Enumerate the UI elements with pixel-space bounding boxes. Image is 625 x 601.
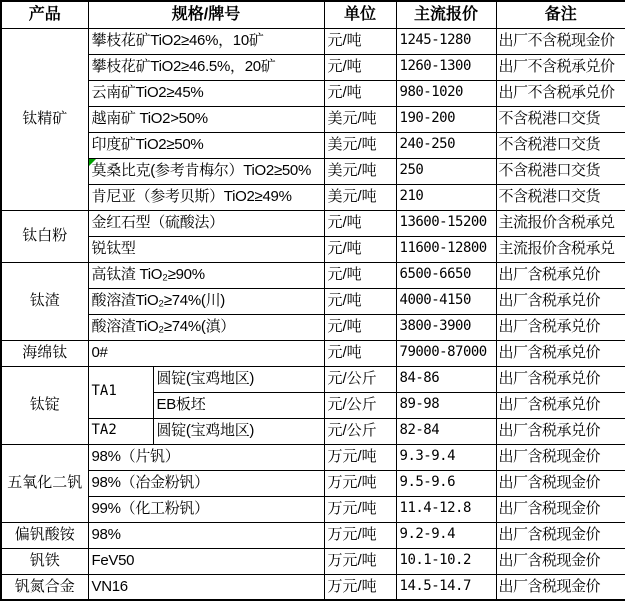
note-cell (496, 28, 625, 54)
note-cell-text: 不含税港口交货 (498, 161, 601, 179)
note-cell-text: 出厂含税现金价 (498, 525, 601, 543)
product-cell (1, 262, 88, 340)
unit-cell-text: 美元/吨 (327, 187, 377, 205)
unit-cell (324, 366, 396, 392)
spec-cell-text: 99%（化工粉钒） (91, 499, 209, 517)
product-cell (1, 444, 88, 522)
note-cell (496, 392, 625, 418)
unit-cell (324, 314, 396, 340)
spec-cell-text: 攀枝花矿TiO2≥46.5%，20矿 (91, 57, 276, 75)
note-cell-text: 出厂含税承兑价 (498, 265, 601, 283)
spec-cell (88, 184, 324, 210)
unit-cell-text: 美元/吨 (327, 161, 377, 179)
unit-cell (324, 236, 396, 262)
table-row (1, 470, 625, 496)
note-cell (496, 522, 625, 548)
table-row (1, 366, 625, 392)
note-cell-text: 出厂不含税承兑价 (498, 83, 615, 101)
unit-cell-text: 元/吨 (327, 265, 362, 283)
price-cell (396, 28, 496, 54)
unit-cell-text: 元/吨 (327, 239, 362, 257)
note-cell (496, 470, 625, 496)
spec-cell (88, 548, 324, 574)
price-cell-text: 6500-6650 (399, 266, 471, 283)
unit-cell (324, 184, 396, 210)
unit-cell (324, 262, 396, 288)
price-cell-text: 89-98 (399, 396, 440, 413)
spec-cell (88, 288, 324, 314)
unit-cell-text: 元/公斤 (327, 395, 377, 413)
unit-cell-text: 万元/吨 (327, 577, 377, 595)
unit-cell (324, 418, 396, 444)
price-cell (396, 522, 496, 548)
note-cell (496, 340, 625, 366)
spec-cell (88, 54, 324, 80)
note-cell-text: 出厂含税现金价 (498, 447, 601, 465)
price-cell (396, 80, 496, 106)
spec-cell-text: 攀枝花矿TiO2≥46%，10矿 (91, 31, 264, 49)
note-cell (496, 418, 625, 444)
table-row (1, 574, 625, 600)
spec-cell (88, 236, 324, 262)
col-header-product: 产品 (1, 1, 88, 28)
table-row (1, 496, 625, 522)
price-cell (396, 106, 496, 132)
table-row (1, 54, 625, 80)
unit-cell (324, 548, 396, 574)
product-cell-text: 钛白粉 (22, 226, 68, 244)
unit-cell (324, 106, 396, 132)
price-cell (396, 418, 496, 444)
spec-cell (88, 522, 324, 548)
note-cell-text: 出厂含税承兑价 (498, 369, 601, 387)
note-cell (496, 236, 625, 262)
grade-cell (88, 418, 153, 444)
spec-cell-text: 印度矿TiO2≥50% (91, 135, 204, 153)
price-cell-text: 9.2-9.4 (399, 526, 456, 543)
unit-cell-text: 元/吨 (327, 291, 362, 309)
unit-cell-text: 万元/吨 (327, 525, 377, 543)
note-cell-text: 出厂不含税现金价 (498, 31, 615, 49)
note-cell-text: 主流报价含税承兑 (498, 239, 615, 257)
unit-cell-text: 元/吨 (327, 213, 362, 231)
note-cell (496, 106, 625, 132)
spec-cell-text: FeV50 (91, 551, 135, 569)
note-cell-text: 出厂含税现金价 (498, 551, 601, 569)
price-cell-text: 4000-4150 (399, 292, 471, 309)
product-cell-text: 钛渣 (29, 291, 60, 309)
note-cell-text: 出厂不含税承兑价 (498, 57, 615, 75)
table-row (1, 132, 625, 158)
note-cell (496, 158, 625, 184)
table-row (1, 522, 625, 548)
product-cell (1, 340, 88, 366)
product-cell-text: 五氧化二钒 (7, 473, 83, 491)
price-cell (396, 574, 496, 600)
product-cell (1, 366, 88, 444)
price-cell-text: 11.4-12.8 (399, 500, 471, 517)
spec-cell-text: 98%（冶金粉钒） (91, 473, 209, 491)
spec-cell-text: 酸溶渣TiO₂≥74%(川) (91, 291, 225, 309)
product-cell-text: 海绵钛 (22, 343, 68, 361)
spec-cell-text: 高钛渣 TiO₂≥90% (91, 265, 205, 283)
unit-cell (324, 80, 396, 106)
price-cell-text: 82-84 (399, 422, 440, 439)
unit-cell (324, 340, 396, 366)
spec-cell-text: 0# (91, 343, 108, 361)
product-cell-text: 钒氮合金 (14, 577, 75, 595)
unit-cell-text: 元/吨 (327, 317, 362, 335)
col-header-spec: 规格/牌号 (88, 1, 324, 28)
note-cell-text: 出厂含税承兑价 (498, 343, 601, 361)
spec-cell-text: 莫桑比克(参考肯梅尔）TiO2≥50% (91, 161, 311, 179)
price-cell (396, 262, 496, 288)
spec-cell-text: 酸溶渣TiO₂≥74%(滇） (91, 317, 235, 335)
table-row (1, 184, 625, 210)
unit-cell (324, 392, 396, 418)
note-cell-text: 出厂含税现金价 (498, 577, 601, 595)
unit-cell (324, 132, 396, 158)
note-cell (496, 210, 625, 236)
grade-cell (88, 366, 153, 418)
spec-cell (88, 80, 324, 106)
product-cell (1, 574, 88, 600)
spec-cell-text: 越南矿 TiO2>50% (91, 109, 208, 127)
price-cell (396, 210, 496, 236)
unit-cell (324, 574, 396, 600)
col-header-unit: 单位 (324, 1, 396, 28)
price-cell-text: 1245-1280 (399, 32, 471, 49)
unit-cell (324, 28, 396, 54)
price-cell-text: 1260-1300 (399, 58, 471, 75)
table-row (1, 548, 625, 574)
spec-cell (153, 418, 324, 444)
note-cell-text: 不含税港口交货 (498, 135, 601, 153)
note-cell (496, 80, 625, 106)
unit-cell-text: 元/公斤 (327, 369, 377, 387)
spec-cell-text: 圆锭(宝鸡地区) (156, 421, 255, 439)
spec-cell-text: EB板坯 (156, 395, 206, 413)
col-header-note: 备注 (496, 1, 625, 28)
table-body (1, 28, 625, 600)
product-cell (1, 28, 88, 210)
note-cell-text: 出厂含税承兑价 (498, 421, 601, 439)
table-row (1, 340, 625, 366)
note-cell-text: 出厂含税承兑价 (498, 291, 601, 309)
price-cell (396, 444, 496, 470)
grade-cell-text: TA2 (91, 422, 117, 439)
spec-cell (88, 314, 324, 340)
price-cell (396, 288, 496, 314)
unit-cell (324, 288, 396, 314)
price-cell-text: 79000-87000 (399, 344, 487, 361)
table-row (1, 28, 625, 54)
unit-cell-text: 美元/吨 (327, 135, 377, 153)
price-cell-text: 3800-3900 (399, 318, 471, 335)
grade-cell-text: TA1 (91, 383, 117, 400)
product-cell-text: 钛锭 (29, 395, 60, 413)
unit-cell (324, 158, 396, 184)
price-cell-text: 250 (399, 162, 424, 179)
unit-cell (324, 496, 396, 522)
price-cell (396, 184, 496, 210)
unit-cell-text: 元/吨 (327, 83, 362, 101)
price-cell-text: 10.1-10.2 (399, 552, 471, 569)
spec-cell (88, 496, 324, 522)
price-cell-text: 11600-12800 (399, 240, 487, 257)
note-cell (496, 574, 625, 600)
price-cell-text: 210 (399, 188, 424, 205)
table-row (1, 80, 625, 106)
note-cell-text: 主流报价含税承兑 (498, 213, 615, 231)
unit-cell-text: 万元/吨 (327, 551, 377, 569)
table-row (1, 262, 625, 288)
price-cell (396, 158, 496, 184)
product-cell (1, 522, 88, 548)
spec-cell-text: 98% (91, 525, 121, 543)
price-cell (396, 548, 496, 574)
note-cell (496, 132, 625, 158)
table-row (1, 314, 625, 340)
spec-cell-text: VN16 (91, 577, 128, 595)
spec-cell (88, 106, 324, 132)
note-cell-text: 出厂含税现金价 (498, 473, 601, 491)
spec-cell (88, 132, 324, 158)
spec-cell (88, 28, 324, 54)
product-cell (1, 210, 88, 262)
unit-cell (324, 522, 396, 548)
comment-marker-icon (89, 159, 96, 166)
price-cell (396, 132, 496, 158)
price-cell (396, 392, 496, 418)
spec-cell (153, 392, 324, 418)
table-header (1, 1, 625, 28)
unit-cell-text: 元/吨 (327, 343, 362, 361)
note-cell (496, 444, 625, 470)
note-cell (496, 288, 625, 314)
spec-cell-text: 肯尼亚（参考贝斯）TiO2≥49% (91, 187, 292, 205)
price-cell-text: 240-250 (399, 136, 456, 153)
table-row (1, 418, 625, 444)
unit-cell-text: 元/吨 (327, 57, 362, 75)
table-row (1, 444, 625, 470)
unit-cell (324, 54, 396, 80)
product-cell (1, 548, 88, 574)
table-row (1, 288, 625, 314)
note-cell-text: 出厂含税承兑价 (498, 317, 601, 335)
unit-cell (324, 444, 396, 470)
product-cell-text: 钒铁 (29, 551, 60, 569)
note-cell (496, 496, 625, 522)
note-cell (496, 184, 625, 210)
unit-cell-text: 美元/吨 (327, 109, 377, 127)
note-cell-text: 出厂含税现金价 (498, 499, 601, 517)
note-cell (496, 54, 625, 80)
note-cell (496, 548, 625, 574)
unit-cell (324, 210, 396, 236)
product-cell-text: 钛精矿 (22, 109, 68, 127)
spec-cell (88, 574, 324, 600)
table-row (1, 210, 625, 236)
price-cell (396, 54, 496, 80)
note-cell-text: 不含税港口交货 (498, 109, 601, 127)
unit-cell-text: 万元/吨 (327, 499, 377, 517)
spec-cell-text: 金红石型（硫酸法） (91, 213, 224, 231)
price-cell (396, 470, 496, 496)
price-cell (396, 340, 496, 366)
price-cell-text: 13600-15200 (399, 214, 487, 231)
note-cell (496, 366, 625, 392)
product-cell-text: 偏钒酸铵 (14, 525, 75, 543)
spec-cell (88, 158, 324, 184)
price-cell-text: 190-200 (399, 110, 456, 127)
price-cell-text: 14.5-14.7 (399, 578, 471, 595)
spec-cell (88, 262, 324, 288)
spec-cell (88, 340, 324, 366)
spec-cell-text: 98%（片钒） (91, 447, 180, 465)
price-cell-text: 980-1020 (399, 84, 463, 101)
note-cell-text: 出厂含税承兑价 (498, 395, 601, 413)
header-row (1, 1, 625, 28)
note-cell (496, 262, 625, 288)
spec-cell (88, 444, 324, 470)
spec-cell-text: 锐钛型 (91, 239, 136, 257)
unit-cell-text: 万元/吨 (327, 473, 377, 491)
note-cell-text: 不含税港口交货 (498, 187, 601, 205)
price-cell (396, 366, 496, 392)
price-cell-text: 84-86 (399, 370, 440, 387)
price-cell-text: 9.5-9.6 (399, 474, 456, 491)
table-row (1, 106, 625, 132)
price-cell (396, 496, 496, 522)
unit-cell-text: 元/吨 (327, 31, 362, 49)
col-header-price: 主流报价 (396, 1, 496, 28)
price-cell (396, 236, 496, 262)
spec-cell (88, 210, 324, 236)
price-cell-text: 9.3-9.4 (399, 448, 456, 465)
spec-cell-text: 云南矿TiO2≥45% (91, 83, 204, 101)
spec-cell (88, 470, 324, 496)
unit-cell (324, 470, 396, 496)
spec-cell (153, 366, 324, 392)
table-row (1, 236, 625, 262)
price-cell (396, 314, 496, 340)
unit-cell-text: 万元/吨 (327, 447, 377, 465)
note-cell (496, 314, 625, 340)
table-row (1, 158, 625, 184)
spec-cell-text: 圆锭(宝鸡地区) (156, 369, 255, 387)
unit-cell-text: 元/公斤 (327, 421, 377, 439)
